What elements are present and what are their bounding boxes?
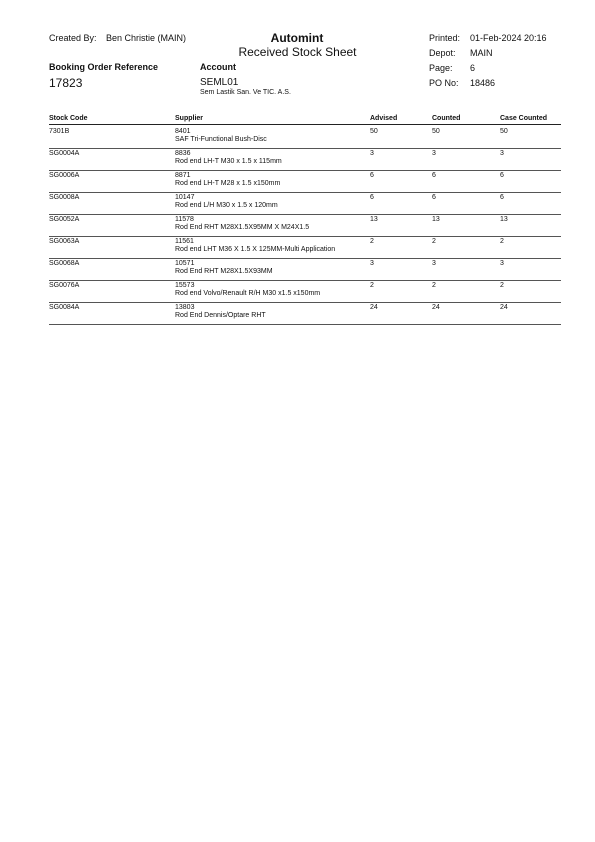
printed-value: 01-Feb-2024 20:16 xyxy=(470,33,547,43)
case-counted-qty: 3 xyxy=(500,260,504,267)
supplier-code: 11561 xyxy=(175,238,194,245)
advised-qty: 3 xyxy=(370,150,374,157)
advised-qty: 50 xyxy=(370,128,378,135)
item-description: Rod End RHT M28X1.5X95MM X M24X1.5 xyxy=(175,224,310,231)
supplier-code: 15573 xyxy=(175,282,195,289)
column-header-counted: Counted xyxy=(432,115,461,122)
advised-qty: 24 xyxy=(370,304,378,311)
item-description: Rod end LH-T M28 x 1.5 x150mm xyxy=(175,180,281,187)
advised-qty: 2 xyxy=(370,282,374,289)
table-row xyxy=(0,215,595,237)
item-description: Rod end LHT M36 X 1.5 X 125MM-Multi Application xyxy=(175,246,336,253)
table-row xyxy=(0,281,595,303)
created-by-value: Ben Christie (MAIN) xyxy=(106,33,187,43)
company-title: Automint xyxy=(270,31,324,45)
column-header-advised: Advised xyxy=(370,115,398,122)
stock-code: SG0068A xyxy=(49,260,80,267)
case-counted-qty: 2 xyxy=(500,282,504,289)
item-description: Rod end L/H M30 x 1.5 x 120mm xyxy=(175,202,278,209)
counted-qty: 3 xyxy=(432,260,436,267)
advised-qty: 6 xyxy=(370,194,374,201)
table-row xyxy=(0,193,595,215)
table-row xyxy=(0,149,595,171)
counted-qty: 50 xyxy=(432,128,440,135)
table-row xyxy=(0,237,595,259)
supplier-code: 13803 xyxy=(175,304,195,311)
stock-code: SG0076A xyxy=(49,282,80,289)
table-row xyxy=(0,303,595,325)
report-subtitle: Received Stock Sheet xyxy=(238,45,357,59)
supplier-code: 10147 xyxy=(175,194,195,201)
counted-qty: 3 xyxy=(432,150,436,157)
stock-code: SG0004A xyxy=(49,150,80,157)
counted-qty: 6 xyxy=(432,172,436,179)
stock-code: SG0006A xyxy=(49,172,80,179)
counted-qty: 2 xyxy=(432,282,436,289)
po-number: 18486 xyxy=(470,78,496,88)
page-number: 6 xyxy=(470,63,476,73)
column-header-stock-code: Stock Code xyxy=(49,115,88,122)
stock-code: 7301B xyxy=(49,128,70,135)
booking-order-value: 17823 xyxy=(49,76,83,90)
stock-code: SG0052A xyxy=(49,216,80,223)
item-description: Rod end LH-T M30 x 1.5 x 115mm xyxy=(175,158,282,165)
account-name: Sem Lastik San. Ve TIC. A.S. xyxy=(200,89,291,96)
depot-value: MAIN xyxy=(470,48,493,58)
counted-qty: 6 xyxy=(432,194,436,201)
supplier-code: 8836 xyxy=(175,150,191,157)
table-row xyxy=(0,171,595,193)
advised-qty: 13 xyxy=(370,216,378,223)
column-header-supplier: Supplier xyxy=(175,115,204,122)
stock-code: SG0063A xyxy=(49,238,80,245)
case-counted-qty: 3 xyxy=(500,150,504,157)
advised-qty: 6 xyxy=(370,172,374,179)
item-description: Rod End RHT M28X1.5X93MM xyxy=(175,268,273,275)
supplier-code: 8401 xyxy=(175,128,191,135)
stock-code: SG0008A xyxy=(49,194,80,201)
item-description: SAF Tri-Functional Bush-Disc xyxy=(175,136,267,143)
column-header-case-counted: Case Counted xyxy=(500,115,548,122)
booking-order-label: Booking Order Reference xyxy=(49,62,159,72)
supplier-code: 11578 xyxy=(175,216,194,223)
table-row xyxy=(0,259,595,281)
counted-qty: 13 xyxy=(432,216,440,223)
table-row xyxy=(0,127,595,149)
created-by-label: Created By: xyxy=(49,33,97,43)
item-description: Rod end Volvo/Renault R/H M30 x1.5 x150mm xyxy=(175,290,321,297)
supplier-code: 10571 xyxy=(175,260,195,267)
advised-qty: 3 xyxy=(370,260,374,267)
header-divider xyxy=(49,124,561,125)
case-counted-qty: 13 xyxy=(500,216,508,223)
page-label: Page: xyxy=(429,63,453,73)
case-counted-qty: 6 xyxy=(500,194,504,201)
stock-code: SG0084A xyxy=(49,304,80,311)
depot-label: Depot: xyxy=(429,48,456,58)
counted-qty: 24 xyxy=(432,304,440,311)
item-description: Rod End Dennis/Optare RHT xyxy=(175,312,266,319)
account-code: SEML01 xyxy=(200,77,239,88)
case-counted-qty: 50 xyxy=(500,128,508,135)
printed-label: Printed: xyxy=(429,33,461,43)
account-label: Account xyxy=(200,62,236,72)
counted-qty: 2 xyxy=(432,238,436,245)
supplier-code: 8871 xyxy=(175,172,191,179)
case-counted-qty: 24 xyxy=(500,304,508,311)
row-divider xyxy=(49,324,561,325)
case-counted-qty: 2 xyxy=(500,238,504,245)
case-counted-qty: 6 xyxy=(500,172,504,179)
po-label: PO No: xyxy=(429,78,459,88)
advised-qty: 2 xyxy=(370,238,374,245)
